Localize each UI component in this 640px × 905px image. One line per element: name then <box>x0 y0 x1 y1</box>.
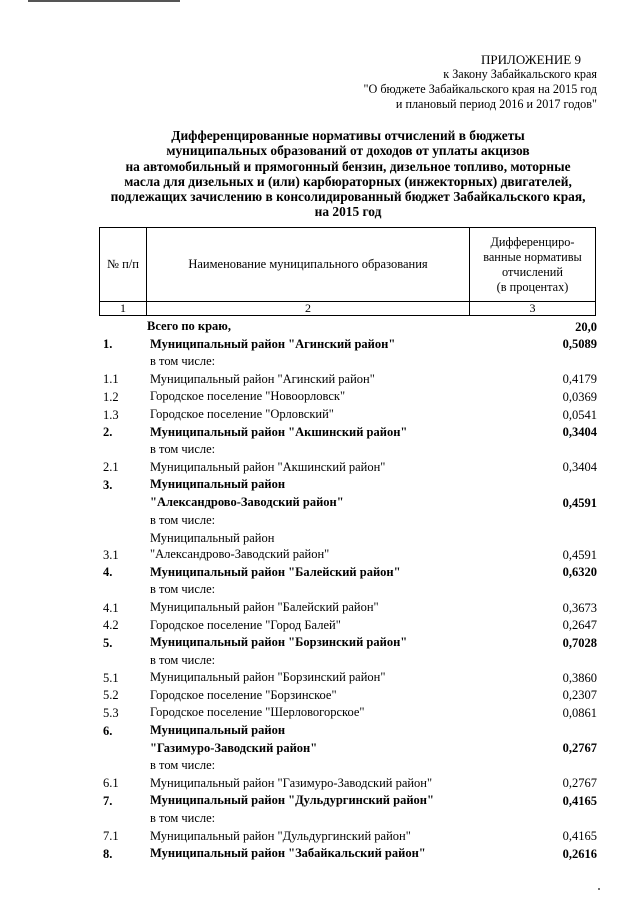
row-name: Муниципальный район "Борзинский район" <box>150 670 386 685</box>
row-name: Муниципальный район "Газимуро-Заводский район" <box>150 775 433 790</box>
column-header-number: № п/п <box>100 228 147 302</box>
row-value: 0,6320 <box>562 565 597 580</box>
table-row <box>0 775 640 793</box>
row-number: 1.1 <box>103 372 119 387</box>
row-name: Муниципальный район "Акшинский район" <box>150 459 386 474</box>
table-row <box>0 704 640 722</box>
row-name: Городское поселение "Шерловогорское" <box>150 705 365 720</box>
title-line: муниципальных образований от доходов от уплаты акцизов <box>166 143 530 159</box>
row-name: в том числе: <box>150 442 216 457</box>
title-line: масла для дизельных и (или) карбюраторных (инжекторных) двигателей, <box>124 173 572 189</box>
title-line: подлежащих зачислению в консолидированный бюджет Забайкальского края, <box>110 189 586 205</box>
row-name-line: "Александрово-Заводский район" <box>150 547 330 562</box>
table-row <box>0 371 640 389</box>
column-index: 1 <box>100 302 147 316</box>
title-line: Дифференцированные нормативы отчислений в бюджеты <box>171 128 525 143</box>
table-row <box>0 634 640 652</box>
row-name: Муниципальный район "Балейский район" <box>150 599 379 614</box>
row-number: 7.1 <box>103 829 119 844</box>
row-value: 0,4591 <box>562 547 597 562</box>
appendix-line-1: к Закону Забайкальского края <box>443 67 597 81</box>
row-number: 1. <box>103 337 113 352</box>
row-name: в том числе: <box>150 354 216 369</box>
row-number: 5.1 <box>103 670 119 685</box>
row-name: Муниципальный район "Дульдургинский район" <box>150 828 411 843</box>
table-row <box>0 581 640 599</box>
row-value: 0,0861 <box>562 706 597 721</box>
row-name: Муниципальный район "Дульдургинский район" <box>150 793 434 808</box>
table-row <box>0 845 640 863</box>
document-title <box>70 128 626 220</box>
table-row <box>0 599 640 617</box>
column-header-rate-line: отчислений <box>502 264 563 279</box>
row-name: Городское поселение "Орловский" <box>150 406 334 421</box>
row-value: 0,0541 <box>562 407 597 422</box>
row-number: 6.1 <box>103 776 119 791</box>
row-value: 0,0369 <box>562 389 597 404</box>
table-row <box>0 459 640 477</box>
column-header-rate-line: Дифференциро- <box>490 234 575 249</box>
column-header-rate-line: (в процентах) <box>496 279 569 294</box>
row-name: Муниципальный район "Забайкальский район" <box>150 846 426 861</box>
row-value: 0,4165 <box>562 794 597 809</box>
row-number: 5.2 <box>103 688 119 703</box>
row-number: 5. <box>103 635 113 650</box>
row-name: в том числе: <box>150 811 216 826</box>
row-name: в том числе: <box>150 512 216 527</box>
table-row <box>0 406 640 424</box>
row-number: 2.1 <box>103 460 119 475</box>
column-header-name: Наименование муниципального образования <box>147 228 470 302</box>
row-name: Городское поселение "Город Балей" <box>150 617 341 632</box>
column-index: 3 <box>470 302 596 316</box>
row-name: "Газимуро-Заводский район" <box>150 740 318 755</box>
row-value: 0,3404 <box>562 460 597 475</box>
row-number: 5.3 <box>103 706 119 721</box>
row-value: 0,2616 <box>562 846 597 861</box>
table-row <box>0 388 640 406</box>
row-value: 0,5089 <box>562 337 597 352</box>
row-number: 3. <box>103 477 113 492</box>
table-row <box>0 353 640 371</box>
row-name-line: Муниципальный район <box>150 530 275 545</box>
row-name: в том числе: <box>150 758 216 773</box>
row-name: Всего по краю, <box>147 319 231 333</box>
table-row <box>0 564 640 582</box>
table-row <box>0 512 640 530</box>
row-value: 0,2307 <box>562 688 597 703</box>
appendix-line-3: и плановый период 2016 и 2017 годов" <box>395 97 597 111</box>
row-name: Муниципальный район <box>150 477 286 492</box>
column-index: 2 <box>147 302 470 316</box>
row-value: 0,2767 <box>562 776 597 791</box>
row-number: 8. <box>103 846 113 861</box>
table-row <box>0 687 640 705</box>
table-row <box>0 652 640 670</box>
row-name: Муниципальный район "Борзинский район" <box>150 635 408 650</box>
row-number: 2. <box>103 425 113 440</box>
table-row <box>0 617 640 635</box>
scan-speck <box>598 888 600 890</box>
row-value: 0,2647 <box>562 618 597 633</box>
row-name: "Александрово-Заводский район" <box>150 494 344 509</box>
row-number: 1.3 <box>103 407 119 422</box>
row-number: 4. <box>103 565 113 580</box>
row-name: Городское поселение "Борзинское" <box>150 687 337 702</box>
row-value: 0,4179 <box>562 372 597 387</box>
row-number: 4.1 <box>103 600 119 615</box>
table-row <box>0 757 640 775</box>
row-number: 6. <box>103 723 113 738</box>
row-number: 3.1 <box>103 547 119 562</box>
row-value: 0,3404 <box>562 425 597 440</box>
title-line: на 2015 год <box>314 204 382 220</box>
row-value: 0,3860 <box>562 670 597 685</box>
table-header <box>99 227 596 316</box>
table-row <box>0 336 640 354</box>
row-name: Муниципальный район "Агинский район" <box>150 336 396 351</box>
table-row <box>0 828 640 846</box>
row-name: в том числе: <box>150 652 216 667</box>
title-line: на автомобильный и прямогонный бензин, дизельное топливо, моторные <box>125 158 571 174</box>
table-row <box>0 529 640 564</box>
table-row <box>0 669 640 687</box>
row-name <box>150 530 329 563</box>
row-value: 20,0 <box>575 319 597 334</box>
table-row <box>0 810 640 828</box>
table-row <box>0 722 640 740</box>
row-number: 4.2 <box>103 618 119 633</box>
table-row <box>0 441 640 459</box>
row-name: Муниципальный район "Балейский район" <box>150 564 401 579</box>
row-name: Муниципальный район "Агинский район" <box>150 371 375 386</box>
table-body <box>0 318 640 863</box>
table-row <box>0 740 640 758</box>
table-row <box>0 494 640 512</box>
table-row <box>0 318 640 336</box>
table-row <box>0 476 640 494</box>
row-name: в том числе: <box>150 582 216 597</box>
row-value: 0,2767 <box>562 741 597 756</box>
row-value: 0,4165 <box>562 829 597 844</box>
row-value: 0,7028 <box>562 635 597 650</box>
appendix-header <box>364 52 597 112</box>
table-row <box>0 792 640 810</box>
table-row <box>0 424 640 442</box>
column-header-rate <box>470 228 596 302</box>
row-name: Муниципальный район "Акшинский район" <box>150 424 408 439</box>
appendix-title: ПРИЛОЖЕНИЕ 9 <box>481 52 581 67</box>
scan-edge-line <box>28 0 180 2</box>
appendix-line-2: "О бюджете Забайкальского края на 2015 год <box>363 82 597 96</box>
row-number: 1.2 <box>103 389 119 404</box>
row-value: 0,3673 <box>562 600 597 615</box>
row-name: Муниципальный район <box>150 723 286 738</box>
row-number: 7. <box>103 794 113 809</box>
row-name: Городское поселение "Новоорловск" <box>150 389 346 404</box>
column-header-rate-line: ванные нормативы <box>483 249 582 264</box>
row-value: 0,4591 <box>562 495 597 510</box>
